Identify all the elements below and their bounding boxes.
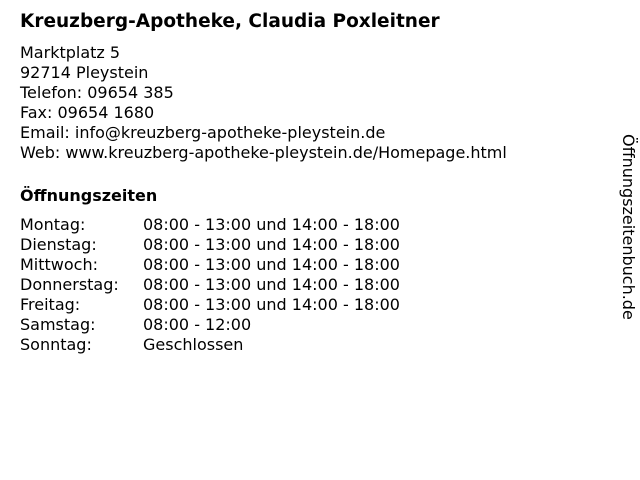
email-address: Email: info@kreuzberg-apotheke-pleystein.de: [20, 123, 386, 142]
time-range: 08:00 - 13:00 und 14:00 - 18:00: [143, 275, 400, 294]
postal-city: 92714 Pleystein: [20, 63, 149, 82]
business-card: [20, 10, 600, 355]
day-label: Freitag:: [20, 295, 81, 314]
hours-row-saturday: [20, 315, 400, 335]
hours-row-thursday: [20, 275, 400, 295]
fax-number: Fax: 09654 1680: [20, 103, 155, 122]
day-label: Sonntag:: [20, 335, 92, 354]
hours-row-sunday: [20, 335, 400, 355]
hours-row-wednesday: [20, 255, 400, 275]
hours-row-monday: [20, 215, 400, 235]
time-range: Geschlossen: [143, 335, 244, 354]
opening-hours-table: [20, 215, 400, 355]
hours-row-friday: [20, 295, 400, 315]
website-url: Web: www.kreuzberg-apotheke-pleystein.de/Homepage.html: [20, 143, 507, 162]
address-block: [20, 43, 600, 163]
business-name: Kreuzberg-Apotheke, Claudia Poxleitner: [20, 11, 440, 32]
day-label: Dienstag:: [20, 235, 97, 254]
time-range: 08:00 - 13:00 und 14:00 - 18:00: [143, 295, 400, 314]
street-address: Marktplatz 5: [20, 43, 121, 62]
day-label: Donnerstag:: [20, 275, 119, 294]
time-range: 08:00 - 13:00 und 14:00 - 18:00: [143, 235, 400, 254]
time-range: 08:00 - 13:00 und 14:00 - 18:00: [143, 215, 400, 234]
time-range: 08:00 - 12:00: [143, 315, 252, 334]
day-label: Mittwoch:: [20, 255, 98, 274]
phone-number: Telefon: 09654 385: [20, 83, 174, 102]
watermark-text: Öffnungszeitenbuch.de: [619, 134, 638, 320]
day-label: Montag:: [20, 215, 86, 234]
day-label: Samstag:: [20, 315, 96, 334]
opening-hours-heading: Öffnungszeiten: [20, 186, 158, 205]
time-range: 08:00 - 13:00 und 14:00 - 18:00: [143, 255, 400, 274]
hours-row-tuesday: [20, 235, 400, 255]
